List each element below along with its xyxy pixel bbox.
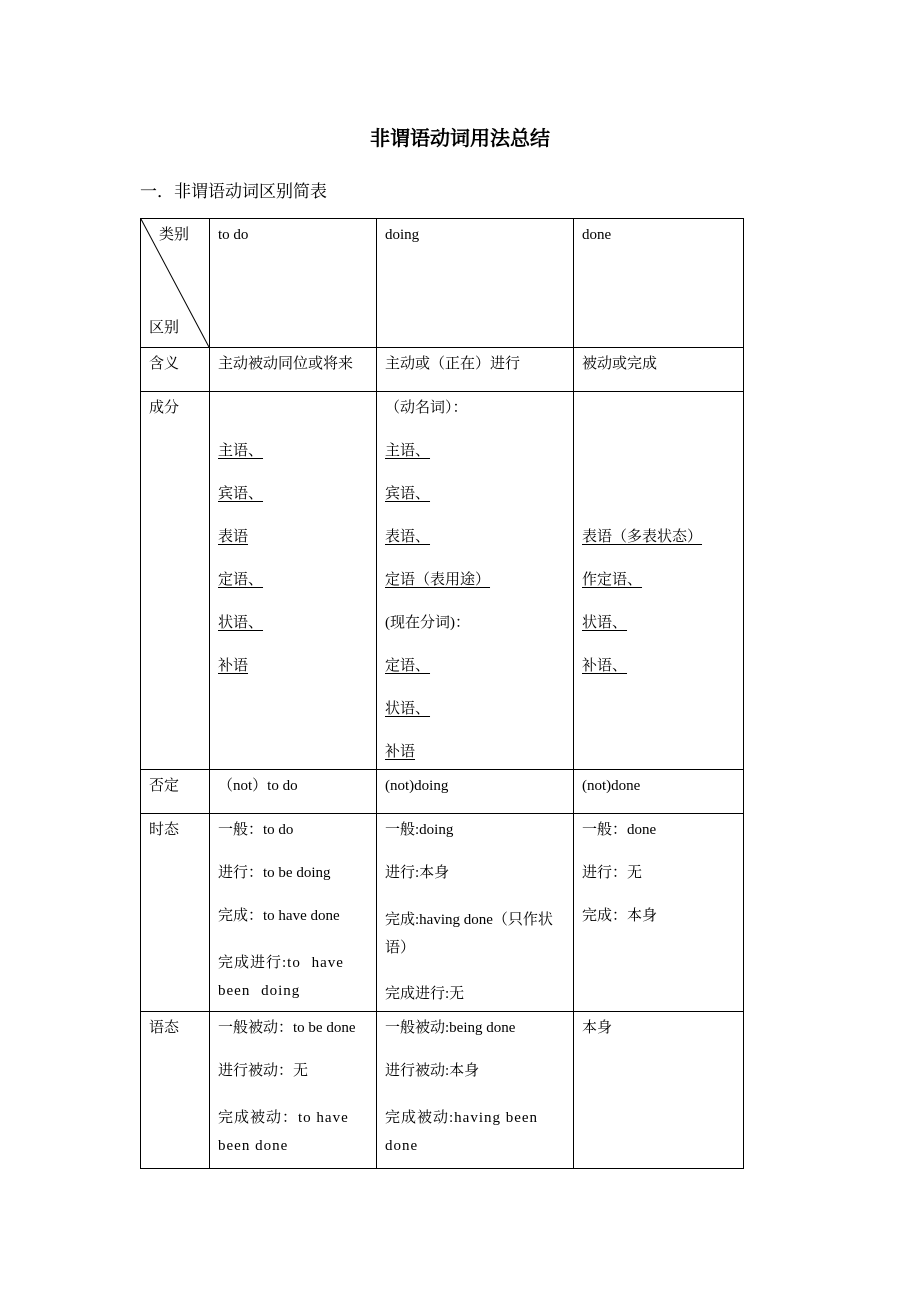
tense-doing (377, 814, 574, 1012)
corner-category-label: 类别 (158, 227, 189, 243)
section-heading: 一．非谓语动词区别简表 (140, 182, 327, 201)
header-row (141, 219, 744, 348)
row-tense (141, 814, 744, 1012)
components-todo (210, 392, 377, 770)
meaning-todo: 主动被动同位或将来 (210, 348, 377, 392)
list-item: 补语 (218, 658, 249, 674)
corner-difference-label: 区别 (149, 320, 180, 336)
negation-doing: (not)doing (377, 770, 574, 814)
row-meaning (141, 348, 744, 392)
header-doing: doing (377, 219, 574, 348)
list-item: 作定语、 (582, 572, 643, 588)
list-item: 进行被动:本身 (385, 1063, 480, 1079)
header-todo: to do (210, 219, 377, 348)
list-item: 完成：to have done (218, 908, 340, 924)
meaning-done: 被动或完成 (574, 348, 744, 392)
list-item: 完成进行:to have been doing (218, 955, 344, 999)
list-item: 宾语、 (218, 486, 264, 502)
row-negation (141, 770, 744, 814)
list-item: 补语、 (582, 658, 628, 674)
list-item: 进行：无 (582, 865, 643, 881)
row-label-meaning: 含义 (141, 348, 210, 392)
list-item: 完成被动:having been done (385, 1110, 539, 1154)
list-item: 一般被动：to be done (218, 1020, 356, 1036)
list-item: 宾语、 (385, 486, 431, 502)
list-item: 定语、 (218, 572, 264, 588)
row-label-tense: 时态 (141, 814, 210, 1012)
list-item: 表语 (218, 529, 249, 545)
participle-heading: (现在分词)： (385, 615, 470, 631)
list-item: 进行：to be doing (218, 865, 331, 881)
comparison-table (140, 218, 744, 1169)
list-item: 一般:doing (385, 822, 454, 838)
row-voice (141, 1012, 744, 1169)
list-item: 进行被动：无 (218, 1063, 309, 1079)
list-item: 状语、 (218, 615, 264, 631)
list-item: 进行:本身 (385, 865, 450, 881)
components-doing (377, 392, 574, 770)
list-item: 一般：to do (218, 822, 294, 838)
row-label-components: 成分 (141, 392, 210, 770)
meaning-doing: 主动或（正在）进行 (377, 348, 574, 392)
negation-todo: （not）to do (210, 770, 377, 814)
page-title: 非谓语动词用法总结 (370, 128, 550, 150)
list-item: 完成进行:无 (385, 986, 465, 1002)
row-label-negation: 否定 (141, 770, 210, 814)
row-components (141, 392, 744, 770)
list-item: 状语、 (385, 701, 431, 717)
voice-done (574, 1012, 744, 1169)
tense-todo (210, 814, 377, 1012)
gerund-heading: （动名词）： (385, 400, 468, 416)
voice-todo (210, 1012, 377, 1169)
list-item: 主语、 (385, 443, 431, 459)
list-item: 表语、 (385, 529, 431, 545)
list-item: 一般：done (582, 822, 657, 838)
row-label-voice: 语态 (141, 1012, 210, 1169)
list-item: 定语（表用途） (385, 572, 491, 588)
list-item: 主语、 (218, 443, 264, 459)
components-done (574, 392, 744, 770)
list-item: 本身 (582, 1020, 613, 1036)
header-done: done (574, 219, 744, 348)
list-item: 一般被动:being done (385, 1020, 516, 1036)
list-item: 完成：本身 (582, 908, 658, 924)
list-item: 完成被动：to have been done (218, 1110, 349, 1154)
list-item: 状语、 (582, 615, 628, 631)
voice-doing (377, 1012, 574, 1169)
corner-cell (141, 219, 210, 348)
list-item: 表语（多表状态） (582, 529, 703, 545)
list-item: 定语、 (385, 658, 431, 674)
list-item: 完成:having done（只作状语） (385, 912, 553, 956)
tense-done (574, 814, 744, 1012)
list-item: 补语 (385, 744, 416, 760)
negation-done: (not)done (574, 770, 744, 814)
